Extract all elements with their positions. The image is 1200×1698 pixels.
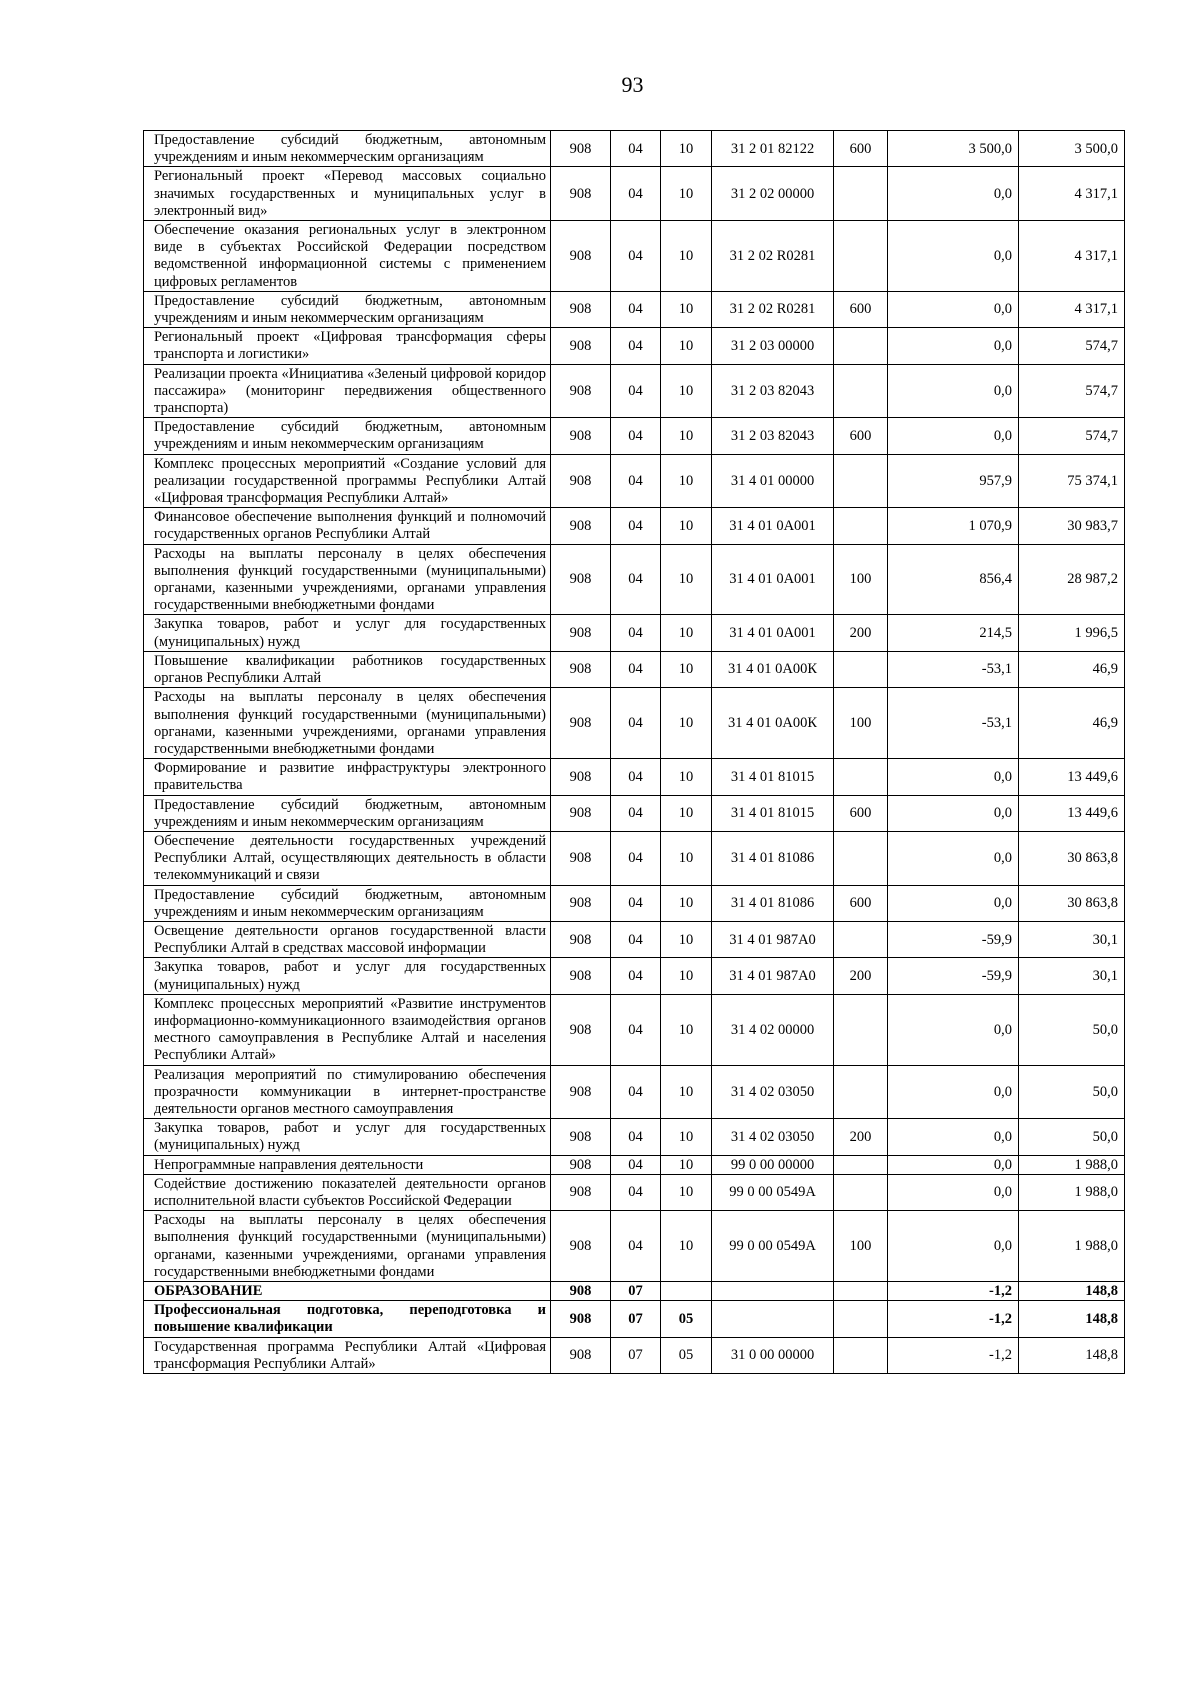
row-expense-type: 100	[834, 1211, 888, 1282]
table-row	[144, 508, 1125, 544]
table-row	[144, 1065, 1125, 1119]
table-row	[144, 291, 1125, 327]
row-name: Региональный проект «Цифровая трансформация сферы транспорта и логистики»	[144, 328, 551, 364]
row-expense-type	[834, 221, 888, 292]
row-subsection-code: 10	[661, 958, 712, 994]
row-amount-total: 3 500,0	[1019, 131, 1125, 167]
row-expense-type: 600	[834, 418, 888, 454]
row-amount-change: 0,0	[888, 221, 1019, 292]
row-ved-code: 908	[551, 921, 611, 957]
row-name: Непрограммные направления деятельности	[144, 1155, 551, 1174]
row-amount-change: 214,5	[888, 615, 1019, 651]
budget-table	[143, 130, 1125, 1374]
row-name: Закупка товаров, работ и услуг для государственных (муниципальных) нужд	[144, 1119, 551, 1155]
row-amount-change: -1,2	[888, 1337, 1019, 1373]
row-subsection-code: 10	[661, 1119, 712, 1155]
row-amount-total: 574,7	[1019, 364, 1125, 418]
row-section-code: 04	[611, 615, 661, 651]
row-expense-type: 100	[834, 688, 888, 759]
row-ved-code: 908	[551, 131, 611, 167]
row-name: Реализация мероприятий по стимулированию обеспечения прозрачности коммуникации в интернет-пространстве деятельности органов местного самоуправления	[144, 1065, 551, 1119]
row-subsection-code: 10	[661, 921, 712, 957]
row-name: Расходы на выплаты персоналу в целях обеспечения выполнения функций государственными (муниципальными) органами, казенными учреждениями, органами управления государственными внебюджетными фондами	[144, 688, 551, 759]
row-amount-total: 46,9	[1019, 651, 1125, 687]
table-row	[144, 364, 1125, 418]
row-subsection-code: 10	[661, 1211, 712, 1282]
row-expense-type	[834, 1301, 888, 1337]
row-ved-code: 908	[551, 759, 611, 795]
row-name: Предоставление субсидий бюджетным, автономным учреждениям и иным некоммерческим организациям	[144, 291, 551, 327]
row-subsection-code: 05	[661, 1337, 712, 1373]
row-amount-total: 30,1	[1019, 921, 1125, 957]
row-amount-change: -59,9	[888, 921, 1019, 957]
row-target-article: 31 4 01 0А001	[712, 508, 834, 544]
row-subsection-code: 10	[661, 328, 712, 364]
row-name: Предоставление субсидий бюджетным, автономным учреждениям и иным некоммерческим организациям	[144, 885, 551, 921]
row-expense-type	[834, 831, 888, 885]
row-subsection-code: 10	[661, 544, 712, 615]
table-row	[144, 831, 1125, 885]
row-expense-type: 100	[834, 544, 888, 615]
row-target-article: 31 4 01 81015	[712, 759, 834, 795]
row-section-code: 04	[611, 651, 661, 687]
row-section-code: 04	[611, 508, 661, 544]
table-row	[144, 221, 1125, 292]
row-ved-code: 908	[551, 1301, 611, 1337]
row-target-article: 31 4 01 987А0	[712, 958, 834, 994]
row-amount-total: 148,8	[1019, 1301, 1125, 1337]
row-expense-type	[834, 167, 888, 221]
row-expense-type	[834, 921, 888, 957]
row-section-code: 04	[611, 1065, 661, 1119]
table-row	[144, 1174, 1125, 1210]
row-amount-total: 30,1	[1019, 958, 1125, 994]
row-subsection-code: 10	[661, 759, 712, 795]
row-section-code: 04	[611, 544, 661, 615]
row-target-article: 31 2 02 R0281	[712, 291, 834, 327]
row-ved-code: 908	[551, 544, 611, 615]
table-row	[144, 1211, 1125, 1282]
row-ved-code: 908	[551, 1282, 611, 1301]
row-target-article: 31 4 02 00000	[712, 994, 834, 1065]
row-name: Государственная программа Республики Алтай «Цифровая трансформация Республики Алтай»	[144, 1337, 551, 1373]
row-target-article: 31 4 01 0А001	[712, 615, 834, 651]
row-amount-total: 1 988,0	[1019, 1211, 1125, 1282]
row-amount-total: 30 863,8	[1019, 831, 1125, 885]
table-row	[144, 759, 1125, 795]
row-expense-type: 600	[834, 131, 888, 167]
row-expense-type: 200	[834, 615, 888, 651]
table-row	[144, 994, 1125, 1065]
row-amount-change: 1 070,9	[888, 508, 1019, 544]
table-row	[144, 454, 1125, 508]
row-amount-change: -59,9	[888, 958, 1019, 994]
row-expense-type: 200	[834, 958, 888, 994]
row-target-article: 31 4 01 987А0	[712, 921, 834, 957]
row-subsection-code: 10	[661, 221, 712, 292]
table-row	[144, 1119, 1125, 1155]
row-subsection-code: 10	[661, 688, 712, 759]
row-section-code: 04	[611, 759, 661, 795]
table-row	[144, 1337, 1125, 1373]
row-target-article	[712, 1282, 834, 1301]
row-target-article: 31 2 02 00000	[712, 167, 834, 221]
row-section-code: 04	[611, 1119, 661, 1155]
row-section-code: 04	[611, 1155, 661, 1174]
row-ved-code: 908	[551, 994, 611, 1065]
row-amount-total: 50,0	[1019, 994, 1125, 1065]
row-target-article: 31 4 01 0А00К	[712, 651, 834, 687]
row-expense-type	[834, 1065, 888, 1119]
row-section-code: 04	[611, 1211, 661, 1282]
row-subsection-code: 10	[661, 508, 712, 544]
row-amount-total: 574,7	[1019, 418, 1125, 454]
row-target-article: 31 4 01 81086	[712, 831, 834, 885]
row-ved-code: 908	[551, 508, 611, 544]
row-section-code: 04	[611, 167, 661, 221]
row-section-code: 04	[611, 795, 661, 831]
row-amount-change: 0,0	[888, 167, 1019, 221]
row-name: Профессиональная подготовка, переподготовка и повышение квалификации	[144, 1301, 551, 1337]
row-ved-code: 908	[551, 615, 611, 651]
row-subsection-code: 10	[661, 167, 712, 221]
row-section-code: 04	[611, 364, 661, 418]
row-target-article	[712, 1301, 834, 1337]
row-expense-type	[834, 651, 888, 687]
row-expense-type: 600	[834, 885, 888, 921]
row-subsection-code	[661, 1282, 712, 1301]
row-amount-change: -53,1	[888, 688, 1019, 759]
row-amount-total: 30 863,8	[1019, 885, 1125, 921]
row-amount-total: 4 317,1	[1019, 167, 1125, 221]
row-expense-type	[834, 508, 888, 544]
row-section-code: 04	[611, 328, 661, 364]
row-name: Содействие достижению показателей деятельности органов исполнительной власти субъектов Российской Федерации	[144, 1174, 551, 1210]
table-row	[144, 1282, 1125, 1301]
row-section-code: 04	[611, 1174, 661, 1210]
row-amount-change: 0,0	[888, 1211, 1019, 1282]
row-target-article: 31 2 03 82043	[712, 418, 834, 454]
row-ved-code: 908	[551, 1337, 611, 1373]
row-subsection-code: 10	[661, 418, 712, 454]
row-subsection-code: 10	[661, 364, 712, 418]
row-target-article: 31 4 01 0А00К	[712, 688, 834, 759]
row-ved-code: 908	[551, 364, 611, 418]
row-name: Региональный проект «Перевод массовых социально значимых государственных и муниципальных услуг в электронный вид»	[144, 167, 551, 221]
row-amount-change: 0,0	[888, 1174, 1019, 1210]
row-ved-code: 908	[551, 958, 611, 994]
row-ved-code: 908	[551, 454, 611, 508]
row-target-article: 99 0 00 0549А	[712, 1174, 834, 1210]
row-target-article: 31 2 03 82043	[712, 364, 834, 418]
row-amount-change: 0,0	[888, 831, 1019, 885]
row-name: Освещение деятельности органов государственной власти Республики Алтай в средствах массовой информации	[144, 921, 551, 957]
row-amount-total: 148,8	[1019, 1282, 1125, 1301]
row-amount-change: 0,0	[888, 1065, 1019, 1119]
row-subsection-code: 10	[661, 1155, 712, 1174]
row-ved-code: 908	[551, 885, 611, 921]
row-amount-change: 0,0	[888, 328, 1019, 364]
row-ved-code: 908	[551, 688, 611, 759]
row-amount-change: 957,9	[888, 454, 1019, 508]
row-section-code: 07	[611, 1337, 661, 1373]
row-amount-change: 0,0	[888, 759, 1019, 795]
row-amount-change: -1,2	[888, 1282, 1019, 1301]
table-row	[144, 651, 1125, 687]
row-ved-code: 908	[551, 1211, 611, 1282]
row-amount-total: 50,0	[1019, 1119, 1125, 1155]
row-amount-total: 13 449,6	[1019, 795, 1125, 831]
row-subsection-code: 10	[661, 994, 712, 1065]
row-subsection-code: 10	[661, 1174, 712, 1210]
row-section-code: 04	[611, 994, 661, 1065]
table-row	[144, 795, 1125, 831]
row-expense-type: 200	[834, 1119, 888, 1155]
row-section-code: 04	[611, 418, 661, 454]
row-expense-type	[834, 364, 888, 418]
row-amount-total: 148,8	[1019, 1337, 1125, 1373]
row-name: Обеспечение оказания региональных услуг в электронном виде в субъектах Российской Федерации посредством ведомственной информационной системы с применением цифровых регламентов	[144, 221, 551, 292]
row-amount-change: 0,0	[888, 994, 1019, 1065]
row-subsection-code: 10	[661, 291, 712, 327]
row-amount-change: 0,0	[888, 795, 1019, 831]
row-expense-type	[834, 1155, 888, 1174]
row-amount-total: 28 987,2	[1019, 544, 1125, 615]
row-target-article: 31 4 02 03050	[712, 1065, 834, 1119]
row-name: ОБРАЗОВАНИЕ	[144, 1282, 551, 1301]
row-amount-change: -53,1	[888, 651, 1019, 687]
row-target-article: 31 4 01 81015	[712, 795, 834, 831]
table-row	[144, 615, 1125, 651]
row-target-article: 31 4 01 0А001	[712, 544, 834, 615]
row-section-code: 04	[611, 958, 661, 994]
row-amount-change: 0,0	[888, 1155, 1019, 1174]
row-amount-change: 0,0	[888, 418, 1019, 454]
row-target-article: 99 0 00 00000	[712, 1155, 834, 1174]
row-subsection-code: 10	[661, 651, 712, 687]
row-amount-total: 1 988,0	[1019, 1155, 1125, 1174]
table-row	[144, 328, 1125, 364]
row-section-code: 04	[611, 291, 661, 327]
row-ved-code: 908	[551, 1119, 611, 1155]
row-amount-total: 4 317,1	[1019, 221, 1125, 292]
row-ved-code: 908	[551, 1065, 611, 1119]
row-ved-code: 908	[551, 651, 611, 687]
row-name: Повышение квалификации работников государственных органов Республики Алтай	[144, 651, 551, 687]
row-subsection-code: 10	[661, 1065, 712, 1119]
row-ved-code: 908	[551, 167, 611, 221]
row-name: Закупка товаров, работ и услуг для государственных (муниципальных) нужд	[144, 615, 551, 651]
row-section-code: 04	[611, 831, 661, 885]
row-subsection-code: 10	[661, 795, 712, 831]
row-amount-total: 574,7	[1019, 328, 1125, 364]
row-ved-code: 908	[551, 795, 611, 831]
row-amount-change: 0,0	[888, 364, 1019, 418]
row-name: Закупка товаров, работ и услуг для государственных (муниципальных) нужд	[144, 958, 551, 994]
row-expense-type	[834, 1282, 888, 1301]
row-target-article: 31 4 01 81086	[712, 885, 834, 921]
row-expense-type	[834, 1337, 888, 1373]
row-expense-type: 600	[834, 291, 888, 327]
row-subsection-code: 10	[661, 454, 712, 508]
row-amount-change: 0,0	[888, 1119, 1019, 1155]
table-row	[144, 418, 1125, 454]
row-amount-change: 0,0	[888, 885, 1019, 921]
row-amount-total: 46,9	[1019, 688, 1125, 759]
table-row	[144, 921, 1125, 957]
row-section-code: 04	[611, 454, 661, 508]
row-target-article: 31 2 02 R0281	[712, 221, 834, 292]
row-subsection-code: 10	[661, 885, 712, 921]
row-ved-code: 908	[551, 1155, 611, 1174]
row-ved-code: 908	[551, 418, 611, 454]
row-target-article: 31 4 02 03050	[712, 1119, 834, 1155]
row-name: Комплекс процессных мероприятий «Развитие инструментов информационно-коммуникационного взаимодействия органов местного самоуправления в Республике Алтай и населения Республики Алтай»	[144, 994, 551, 1065]
row-section-code: 04	[611, 131, 661, 167]
row-amount-total: 75 374,1	[1019, 454, 1125, 508]
row-subsection-code: 05	[661, 1301, 712, 1337]
table-row	[144, 958, 1125, 994]
row-name: Финансовое обеспечение выполнения функций и полномочий государственных органов Республики Алтай	[144, 508, 551, 544]
row-amount-total: 30 983,7	[1019, 508, 1125, 544]
row-target-article: 31 2 03 00000	[712, 328, 834, 364]
row-ved-code: 908	[551, 831, 611, 885]
row-section-code: 07	[611, 1301, 661, 1337]
row-subsection-code: 10	[661, 615, 712, 651]
row-ved-code: 908	[551, 221, 611, 292]
row-section-code: 04	[611, 921, 661, 957]
row-expense-type	[834, 994, 888, 1065]
row-name: Расходы на выплаты персоналу в целях обеспечения выполнения функций государственными (муниципальными) органами, казенными учреждениями, органами управления государственными внебюджетными фондами	[144, 1211, 551, 1282]
row-name: Формирование и развитие инфраструктуры электронного правительства	[144, 759, 551, 795]
row-subsection-code: 10	[661, 831, 712, 885]
row-amount-change: -1,2	[888, 1301, 1019, 1337]
row-amount-change: 3 500,0	[888, 131, 1019, 167]
table-row	[144, 1301, 1125, 1337]
row-amount-total: 4 317,1	[1019, 291, 1125, 327]
row-amount-change: 856,4	[888, 544, 1019, 615]
row-target-article: 99 0 00 0549А	[712, 1211, 834, 1282]
page-number: 93	[621, 72, 644, 97]
row-name: Реализации проекта «Инициатива «Зеленый цифровой коридор пассажира» (мониторинг передвижения общественного транспорта)	[144, 364, 551, 418]
row-name: Комплекс процессных мероприятий «Создание условий для реализации государственной программы Республики Алтай «Цифровая трансформация Республики Алтай»	[144, 454, 551, 508]
table-row	[144, 1155, 1125, 1174]
row-target-article: 31 2 01 82122	[712, 131, 834, 167]
table-row	[144, 131, 1125, 167]
table-row	[144, 885, 1125, 921]
row-expense-type	[834, 759, 888, 795]
row-amount-total: 50,0	[1019, 1065, 1125, 1119]
table-row	[144, 688, 1125, 759]
row-subsection-code: 10	[661, 131, 712, 167]
row-section-code: 04	[611, 221, 661, 292]
row-expense-type: 600	[834, 795, 888, 831]
row-ved-code: 908	[551, 328, 611, 364]
row-target-article: 31 4 01 00000	[712, 454, 834, 508]
row-expense-type	[834, 454, 888, 508]
row-name: Предоставление субсидий бюджетным, автономным учреждениям и иным некоммерческим организациям	[144, 795, 551, 831]
row-amount-total: 1 996,5	[1019, 615, 1125, 651]
row-name: Расходы на выплаты персоналу в целях обеспечения выполнения функций государственными (муниципальными) органами, казенными учреждениями, органами управления государственными внебюджетными фондами	[144, 544, 551, 615]
row-amount-change: 0,0	[888, 291, 1019, 327]
row-name: Предоставление субсидий бюджетным, автономным учреждениям и иным некоммерческим организациям	[144, 418, 551, 454]
row-section-code: 04	[611, 885, 661, 921]
row-amount-total: 13 449,6	[1019, 759, 1125, 795]
table-row	[144, 544, 1125, 615]
row-expense-type	[834, 1174, 888, 1210]
row-ved-code: 908	[551, 1174, 611, 1210]
row-expense-type	[834, 328, 888, 364]
row-section-code: 04	[611, 688, 661, 759]
row-amount-total: 1 988,0	[1019, 1174, 1125, 1210]
table-row	[144, 167, 1125, 221]
row-name: Обеспечение деятельности государственных учреждений Республики Алтай, осуществляющих деятельность в области телекоммуникаций и связи	[144, 831, 551, 885]
row-name: Предоставление субсидий бюджетным, автономным учреждениям и иным некоммерческим организациям	[144, 131, 551, 167]
row-target-article: 31 0 00 00000	[712, 1337, 834, 1373]
row-ved-code: 908	[551, 291, 611, 327]
row-section-code: 07	[611, 1282, 661, 1301]
